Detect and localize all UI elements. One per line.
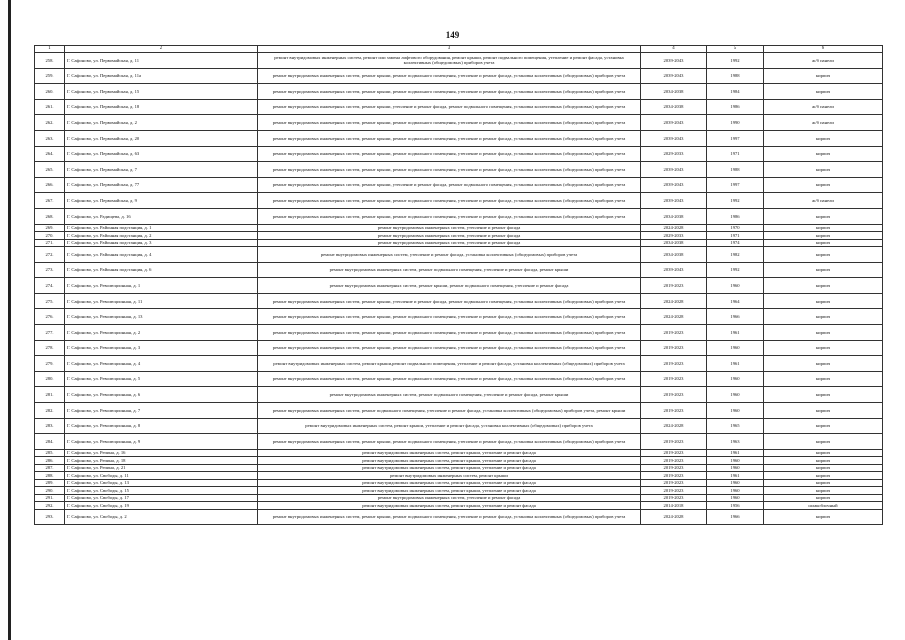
row-number: 269.	[35, 224, 65, 232]
table-row	[35, 84, 883, 100]
house-address: Г. Сафоново, ул. Первомайская, д. 15	[65, 84, 258, 100]
row-number: 286.	[35, 457, 65, 465]
row-number: 265.	[35, 162, 65, 178]
build-year: 1965	[707, 418, 764, 434]
repair-works: ремонт внутридомовых инженерных систем, утепление и ремонт фасада	[258, 224, 641, 232]
table-row	[35, 502, 883, 510]
table-row	[35, 487, 883, 495]
wall-material: кирпич	[764, 146, 883, 162]
row-number: 266.	[35, 177, 65, 193]
repair-works: ремонт внутридомовых инженерных систем, ремонт крыши, ремонт подвального помещения, утепление и ремонт фасада, установка коллективных (общедомовых) приборов учета	[258, 325, 641, 341]
repair-period: 2034-2038	[641, 247, 707, 263]
build-year: 1992	[707, 193, 764, 209]
row-number: 279.	[35, 356, 65, 372]
repair-works: ремонт внутридомовых инженерных систем, ремонт крыши, ремонт подвального помещения, утепление и ремонт фасада, установка коллективных (общедомовых) приборов учета	[258, 193, 641, 209]
repair-period: 2019-2023	[641, 457, 707, 465]
row-number: 268.	[35, 208, 65, 224]
build-year: 1961	[707, 472, 764, 480]
wall-material: кирпич	[764, 418, 883, 434]
build-year: 1997	[707, 177, 764, 193]
house-address: Г. Сафоново, ул. Революционная, д. 2	[65, 325, 258, 341]
house-address: Г. Сафоново, ул. Районная подстанция, д. 3	[65, 239, 258, 247]
repair-works: ремонт внутридомовых инженерных систем, ремонт крыши, ремонт подвального помещения, утепление и ремонт фасада, установка коллективных (общедомовых) приборов учета	[258, 146, 641, 162]
house-address: Г. Сафоново, ул. Свободы, д. 2	[65, 509, 258, 525]
table-row	[35, 177, 883, 193]
build-year: 1964	[707, 293, 764, 309]
wall-material: ж/б панели	[764, 53, 883, 69]
table-row	[35, 494, 883, 502]
wall-material: кирпич	[764, 278, 883, 294]
repair-period: 2019-2023	[641, 464, 707, 472]
row-number: 267.	[35, 193, 65, 209]
row-number: 262.	[35, 115, 65, 131]
table-row	[35, 293, 883, 309]
house-address: Г. Сафоново, ул. Революционная, д. 1	[65, 278, 258, 294]
build-year: 1960	[707, 402, 764, 418]
repair-period: 2039-2043	[641, 115, 707, 131]
house-address: Г. Сафоново, ул. Свободы, д. 13	[65, 479, 258, 487]
table-row	[35, 278, 883, 294]
repair-period: 2024-2028	[641, 224, 707, 232]
house-address: Г. Сафоново, ул. Свободы, д. 15	[65, 487, 258, 495]
table-row	[35, 434, 883, 450]
repair-works: ремонт внутридомовых инженерных систем, ремонт крыши	[258, 472, 641, 480]
house-address: Г. Сафоново, ул. Революционная, д. 9	[65, 434, 258, 450]
table-row	[35, 356, 883, 372]
wall-material: кирпич	[764, 262, 883, 278]
table-row	[35, 208, 883, 224]
house-address: Г. Сафоново, ул. Репина, д. 21	[65, 464, 258, 472]
wall-material: кирпич	[764, 472, 883, 480]
repair-works: ремонт внутридомовых инженерных систем, утепление и ремонт фасада	[258, 232, 641, 240]
page-number: 149	[445, 30, 460, 40]
left-margin-rule	[8, 0, 11, 640]
row-number: 282.	[35, 402, 65, 418]
house-address: Г. Сафоново, ул. Первомайская, д. 9	[65, 193, 258, 209]
house-address: Г. Сафоново, ул. Районная подстанция, д. 4	[65, 247, 258, 263]
row-number: 277.	[35, 325, 65, 341]
row-number: 289.	[35, 479, 65, 487]
table-row	[35, 309, 883, 325]
table-row	[35, 115, 883, 131]
house-address: Г. Сафоново, ул. Первомайская, д. 63	[65, 146, 258, 162]
wall-material: кирпич	[764, 509, 883, 525]
repair-works: ремонт внутридомовых инженерных систем, ремонт крыши, ремонт подвального помещения, утепление и ремонт фасада, установка коллективных (общедомовых) приборов учета	[258, 115, 641, 131]
build-year: 1992	[707, 53, 764, 69]
repair-works: ремонт внутридомовых инженерных систем, ремонт крыши, утепление и ремонт фасада	[258, 464, 641, 472]
house-address: Г. Сафоново, ул. Первомайская, д. 7	[65, 162, 258, 178]
repair-period: 2019-2023	[641, 472, 707, 480]
repair-works: ремонт внутридомовых инженерных систем, ремонт крыши, утепление и ремонт фасада	[258, 449, 641, 457]
table-row	[35, 387, 883, 403]
table-row	[35, 464, 883, 472]
table-row	[35, 130, 883, 146]
wall-material: кирпич	[764, 177, 883, 193]
build-year: 1970	[707, 224, 764, 232]
repair-works: ремонт внутридомовых инженерных систем, ремонт крыши, утепление и ремонт фасада	[258, 487, 641, 495]
row-number: 293.	[35, 509, 65, 525]
repair-works: ремонт внутридомовых инженерных систем, ремонт крыши, ремонт подвального помещения, утепление и ремонт фасада, установка коллективных (общедомовых) приборов учета	[258, 208, 641, 224]
build-year: 1966	[707, 309, 764, 325]
build-year: 1961	[707, 325, 764, 341]
repair-period: 2039-2043	[641, 68, 707, 84]
build-year: 1963	[707, 434, 764, 450]
wall-material: кирпич	[764, 309, 883, 325]
wall-material: ж/б панели	[764, 115, 883, 131]
table-row	[35, 239, 883, 247]
build-year: 1988	[707, 162, 764, 178]
repair-works: ремонт внутридомовых инженерных систем, ремонт крыши, ремонт подвального помещения, утепление и ремонт фасада, установка коллективных (общедомовых) приборов учета	[258, 84, 641, 100]
house-address: Г. Сафоново, ул. Первомайская, д. 11	[65, 53, 258, 69]
house-address: Г. Сафоново, ул. Революционная, д. 11	[65, 293, 258, 309]
repair-period: 2024-2028	[641, 509, 707, 525]
build-year: 1960	[707, 387, 764, 403]
house-address: Г. Сафоново, ул. Первомайская, д. 18	[65, 99, 258, 115]
wall-material: кирпич	[764, 293, 883, 309]
repair-works: ремонт внутридомовых инженерных систем, ремонт крыши, ремонт подвального помещения, утепление и ремонт фасада, установка коллективных (общедомовых) приборов учета	[258, 130, 641, 146]
table-row	[35, 479, 883, 487]
wall-material: кирпич	[764, 387, 883, 403]
repair-period: 2019-2023	[641, 371, 707, 387]
wall-material: кирпич	[764, 464, 883, 472]
repair-period: 2039-2043	[641, 53, 707, 69]
build-year: 1961	[707, 356, 764, 372]
table-row	[35, 146, 883, 162]
repair-works: ремонт внутридомовых инженерных систем, ремонт крыши, утепление и ремонт фасада, ремонт подвального помещения, установка коллективных (общедомовых) приборов учета	[258, 99, 641, 115]
build-year: 1960	[707, 479, 764, 487]
repair-period: 2019-2023	[641, 356, 707, 372]
table-row	[35, 340, 883, 356]
wall-material: кирпич	[764, 494, 883, 502]
build-year: 1960	[707, 464, 764, 472]
build-year: 1960	[707, 487, 764, 495]
column-number: 6	[764, 46, 883, 53]
house-address: Г. Сафоново, ул. Районная подстанция, д. 2	[65, 232, 258, 240]
repair-works: ремонт внутридомовых инженерных систем, ремонт крыши, утепление и ремонт фасада, ремонт подвального помещения, установка коллективных (общедомовых) приборов учета	[258, 177, 641, 193]
repair-period: 2014-2018	[641, 502, 707, 510]
build-year: 1982	[707, 247, 764, 263]
table-row	[35, 224, 883, 232]
repair-period: 2019-2023	[641, 449, 707, 457]
build-year: 1956	[707, 502, 764, 510]
repair-period: 2019-2023	[641, 402, 707, 418]
wall-material: шлакоблочный	[764, 502, 883, 510]
house-address: Г. Сафоново, ул. Революционная, д. 7	[65, 402, 258, 418]
repair-period: 2029-2033	[641, 232, 707, 240]
repair-works: ремонт внутридомовых инженерных систем, ремонт крыши, ремонт подвального помещения, утепление и ремонт фасада, установка коллективных (общедомовых) приборов учета	[258, 162, 641, 178]
wall-material: кирпич	[764, 487, 883, 495]
repair-period: 2039-2043	[641, 130, 707, 146]
repair-works: ремонт внутридомовых инженерных систем, ремонт крыши, ремонт подвального помещения, утепление и ремонт фасада, установка коллективных (общедомовых) приборов учета	[258, 434, 641, 450]
build-year: 1960	[707, 457, 764, 465]
house-address: Г. Сафоново, ул. Революционная, д. 3	[65, 340, 258, 356]
wall-material: кирпич	[764, 68, 883, 84]
repair-works: ремонт внутридомовых инженерных систем, ремонт крыши, утепление и ремонт фасада, установка коллективных (общедомовых) приборов учета	[258, 418, 641, 434]
repair-works: ремонт внутридомовых инженерных систем, ремонт крыши, утепление и ремонт фасада	[258, 457, 641, 465]
table-row	[35, 472, 883, 480]
build-year: 1984	[707, 84, 764, 100]
repair-period: 2034-2038	[641, 99, 707, 115]
wall-material: кирпич	[764, 208, 883, 224]
repair-period: 2034-2038	[641, 208, 707, 224]
wall-material: кирпич	[764, 130, 883, 146]
repair-period: 2039-2043	[641, 262, 707, 278]
wall-material: кирпич	[764, 434, 883, 450]
wall-material: кирпич	[764, 457, 883, 465]
table-row	[35, 371, 883, 387]
row-number: 292.	[35, 502, 65, 510]
repair-works: ремонт внутридомовых инженерных систем, ремонт крыши, ремонт подвального помещения, утепление и ремонт фасада, установка коллективных (общедомовых) приборов учета	[258, 509, 641, 525]
wall-material: кирпич	[764, 247, 883, 263]
repair-period: 2024-2028	[641, 293, 707, 309]
repair-works: ремонт внутридомовых инженерных систем, ремонт подвального помещения, утепление и ремонт фасада, ремонт крыши	[258, 262, 641, 278]
column-number: 3	[258, 46, 641, 53]
repair-works: ремонт внутридомовых инженерных систем, ремонт подвального помещения, утепление и ремонт фасада, ремонт крыши	[258, 387, 641, 403]
repair-period: 2029-2033	[641, 146, 707, 162]
row-number: 263.	[35, 130, 65, 146]
row-number: 258.	[35, 53, 65, 69]
row-number: 288.	[35, 472, 65, 480]
house-address: Г. Сафоново, ул. Революционная, д. 8	[65, 418, 258, 434]
row-number: 275.	[35, 293, 65, 309]
repair-works: ремонт внутридомовых инженерных систем, ремонт крыши, ремонт подвального помещения, утепление и ремонт фасада, установка коллективных (общедомовых) приборов учета	[258, 309, 641, 325]
wall-material: кирпич	[764, 162, 883, 178]
build-year: 1960	[707, 371, 764, 387]
table-row	[35, 262, 883, 278]
repair-period: 2019-2023	[641, 434, 707, 450]
build-year: 1971	[707, 232, 764, 240]
wall-material: кирпич	[764, 224, 883, 232]
table-row	[35, 418, 883, 434]
house-address: Г. Сафоново, ул. Революционная, д. 5	[65, 371, 258, 387]
repair-works: ремонт внутридомовых инженерных систем, утепление и ремонт фасада	[258, 239, 641, 247]
build-year: 1986	[707, 208, 764, 224]
wall-material: кирпич	[764, 356, 883, 372]
repair-works: ремонт внутридомовых инженерных систем, ремонт крыши, утепление и ремонт фасада	[258, 502, 641, 510]
repair-works: ремонт внутридомовых инженерных систем, ремонт крыши, ремонт подвального помещения, утепление и ремонт фасада	[258, 278, 641, 294]
table-row	[35, 232, 883, 240]
house-address: Г. Сафоново, ул. Районная подстанция, д. 1	[65, 224, 258, 232]
build-year: 1974	[707, 239, 764, 247]
repair-period: 2039-2043	[641, 162, 707, 178]
build-year: 1986	[707, 99, 764, 115]
house-address: Г. Сафоново, ул. Свободы, д. 11	[65, 472, 258, 480]
repair-period: 2039-2043	[641, 177, 707, 193]
house-address: Г. Сафоново, ул. Первомайская, д. 2	[65, 115, 258, 131]
row-number: 280.	[35, 371, 65, 387]
wall-material: кирпич	[764, 84, 883, 100]
wall-material: кирпич	[764, 325, 883, 341]
table-row	[35, 449, 883, 457]
wall-material: кирпич	[764, 340, 883, 356]
row-number: 270.	[35, 232, 65, 240]
repair-period: 2019-2023	[641, 278, 707, 294]
row-number: 281.	[35, 387, 65, 403]
repair-period: 2034-2038	[641, 84, 707, 100]
column-number-row	[35, 46, 883, 53]
repair-period: 2019-2023	[641, 325, 707, 341]
repair-period: 2019-2023	[641, 494, 707, 502]
table-row	[35, 193, 883, 209]
column-number: 2	[65, 46, 258, 53]
house-address: Г. Сафоново, ул. Репина, д. 16	[65, 449, 258, 457]
house-address: Г. Сафоново, ул. Первомайская, д. 11а	[65, 68, 258, 84]
house-address: Г. Сафоново, ул. Первомайская, д. 20	[65, 130, 258, 146]
wall-material: кирпич	[764, 449, 883, 457]
row-number: 264.	[35, 146, 65, 162]
table-row	[35, 402, 883, 418]
row-number: 259.	[35, 68, 65, 84]
table-row	[35, 247, 883, 263]
table-row	[35, 53, 883, 69]
house-address: Г. Сафоново, ул. Первомайская, д. 77	[65, 177, 258, 193]
repair-works: ремонт внутридомовых инженерных систем, ремонт крыши, ремонт подвального помещения, утепление и ремонт фасада, установка коллективных (общедомовых) приборов учета	[258, 340, 641, 356]
row-number: 260.	[35, 84, 65, 100]
wall-material: кирпич	[764, 239, 883, 247]
repair-works: ремонт внутридомовых инженерных систем, ремонт подвального помещения, утепление и ремонт фасада, установка коллективных (общедомовых) приборов учета, ремонт крыши	[258, 402, 641, 418]
repair-period: 2039-2043	[641, 193, 707, 209]
row-number: 272.	[35, 247, 65, 263]
repair-works: ремонт внутридомовых инженерных систем, утепление и ремонт фасада, установка коллективных (общедомовых) приборов учета	[258, 247, 641, 263]
row-number: 273.	[35, 262, 65, 278]
row-number: 274.	[35, 278, 65, 294]
build-year: 1960	[707, 494, 764, 502]
house-address: Г. Сафоново, ул. Свободы, д. 17	[65, 494, 258, 502]
repair-works: ремонт внутридомовых инженерных систем, утепление и ремонт фасада	[258, 494, 641, 502]
wall-material: кирпич	[764, 479, 883, 487]
wall-material: кирпич	[764, 402, 883, 418]
repair-works: ремонт внутридомовых инженерных систем, ремонт или замена лифтового оборудования, ремонт крыши, ремонт подвального помещения, утепление и ремонт фасада, установка коллективных (общедомовых) приборов учета	[258, 53, 641, 69]
table-row	[35, 325, 883, 341]
row-number: 284.	[35, 434, 65, 450]
table-row	[35, 457, 883, 465]
row-number: 261.	[35, 99, 65, 115]
table-row	[35, 99, 883, 115]
house-address: Г. Сафоново, ул. Районная подстанция, д. 6	[65, 262, 258, 278]
repair-period: 2024-2028	[641, 418, 707, 434]
repair-period: 2034-2038	[641, 239, 707, 247]
house-address: Г. Сафоново, ул. Радищева, д. 16	[65, 208, 258, 224]
row-number: 291.	[35, 494, 65, 502]
table-row	[35, 68, 883, 84]
house-address: Г. Сафоново, ул. Революционная, д. 4	[65, 356, 258, 372]
build-year: 1990	[707, 115, 764, 131]
repair-works: ремонт внутридомовых инженерных систем, ремонт крыши, ремонт подвального помещения, утепление и ремонт фасада, установка коллективных (общедомовых) приборов учета	[258, 68, 641, 84]
house-address: Г. Сафоново, ул. Революционная, д. 13	[65, 309, 258, 325]
build-year: 1992	[707, 262, 764, 278]
house-address: Г. Сафоново, ул. Репина, д. 18	[65, 457, 258, 465]
row-number: 285.	[35, 449, 65, 457]
repair-period: 2019-2023	[641, 479, 707, 487]
repair-works: ремонт внутридомовых инженерных систем, ремонт крыши, утепление и ремонт фасада	[258, 479, 641, 487]
table-row	[35, 162, 883, 178]
repair-period: 2019-2023	[641, 387, 707, 403]
column-number: 1	[35, 46, 65, 53]
build-year: 1997	[707, 130, 764, 146]
wall-material: ж/б панели	[764, 193, 883, 209]
build-year: 1988	[707, 68, 764, 84]
build-year: 1960	[707, 278, 764, 294]
house-address: Г. Сафоново, ул. Революционная, д. 6	[65, 387, 258, 403]
repair-period: 2019-2023	[641, 340, 707, 356]
wall-material: кирпич	[764, 232, 883, 240]
housing-repair-table	[34, 45, 883, 525]
column-number: 5	[707, 46, 764, 53]
build-year: 1971	[707, 146, 764, 162]
wall-material: ж/б панели	[764, 99, 883, 115]
row-number: 278.	[35, 340, 65, 356]
row-number: 271.	[35, 239, 65, 247]
repair-works: ремонт внутридомовых инженерных систем, ремонт крыши, утепление и ремонт фасада, ремонт подвального помещения, установка коллективных (общедомовых) приборов учета	[258, 293, 641, 309]
column-number: 4	[641, 46, 707, 53]
repair-period: 2019-2023	[641, 487, 707, 495]
build-year: 1960	[707, 340, 764, 356]
repair-period: 2024-2028	[641, 309, 707, 325]
table-row	[35, 509, 883, 525]
row-number: 283.	[35, 418, 65, 434]
wall-material: кирпич	[764, 371, 883, 387]
row-number: 290.	[35, 487, 65, 495]
table-body	[35, 46, 883, 525]
house-address: Г. Сафоново, ул. Свободы, д. 19	[65, 502, 258, 510]
row-number: 276.	[35, 309, 65, 325]
row-number: 287.	[35, 464, 65, 472]
build-year: 1961	[707, 449, 764, 457]
repair-works: ремонт внутридомовых инженерных систем, ремонт крыши, ремонт подвального помещения, утепление и ремонт фасада, установка коллективных (общедомовых) приборов учета	[258, 371, 641, 387]
build-year: 1966	[707, 509, 764, 525]
repair-works: ремонт внутридомовых инженерных систем, ремонт крыши,ремонт подвального помещения, утепление и ремонт фасада, установка коллективных (общедомовых) приборов учета	[258, 356, 641, 372]
